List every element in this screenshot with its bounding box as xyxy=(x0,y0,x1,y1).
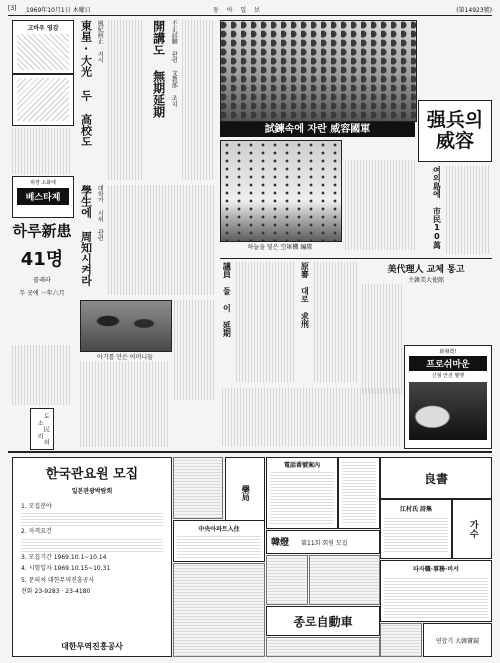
pharmacy-ad: 藥局 xyxy=(225,457,265,529)
student-subhead: 대학가 시위 관련 xyxy=(96,185,104,241)
telephone-ad-title: 電話番號案內 xyxy=(283,462,320,469)
helmet-ad-title: 프로쉬마운 xyxy=(409,356,487,371)
court-body xyxy=(314,262,358,382)
comic-drawing xyxy=(17,34,69,70)
yeouido-subhead: 여의島에 市民10萬 xyxy=(432,166,442,249)
tourism-items xyxy=(21,501,163,597)
mothers-photo xyxy=(80,300,172,352)
mid-body-text xyxy=(174,300,214,400)
misc-ad-text xyxy=(342,461,376,523)
council-headline: 議員 둘 이 延期 xyxy=(222,262,232,337)
page-header xyxy=(8,3,492,14)
student-headline: 學生에 周知시켜라 xyxy=(79,185,93,286)
left-body-text-2 xyxy=(12,345,72,405)
telephone-list xyxy=(270,472,334,524)
medicine-tag: 위장 소화에 xyxy=(30,180,56,186)
mid-right-rule xyxy=(220,258,492,259)
typist-ad xyxy=(380,560,492,622)
air-photo-caption: 하늘을 덮은 空軍機 編隊 xyxy=(247,244,313,251)
tohsung-headline: 東星·大光 두 高校도 xyxy=(79,20,93,147)
tourism-footer: 대한무역진흥공사 xyxy=(61,642,123,651)
strong-army-headline: 强兵의 威容 xyxy=(426,109,484,152)
tourism-phone: 전화 23-9283 · 23-4180 xyxy=(21,587,91,595)
tourism-item: 5. 문의처 대한무역진흥공사 xyxy=(21,576,95,584)
helmet-ad-tag: 新發賣! xyxy=(439,349,457,355)
ads-rule xyxy=(8,451,492,453)
mid-body-text-2 xyxy=(80,362,170,447)
auto-ad-details xyxy=(266,637,380,657)
tourism-item: 4. 시험일자 1969.10.15~10.31 xyxy=(21,565,111,573)
classified-ad-1 xyxy=(173,457,223,519)
lower-mid-body xyxy=(222,388,400,446)
edition-code: (第14923號) xyxy=(456,7,492,14)
hanyu-title: 韓燈 xyxy=(271,538,290,548)
new-patients-headline: 하루新患 xyxy=(12,222,72,240)
tourism-filler xyxy=(21,512,163,526)
small-ad-b xyxy=(309,555,380,605)
court-headline: 原審 대로 求刑 xyxy=(300,262,310,328)
us-headline: 美代理人 교체 통고 xyxy=(387,265,465,275)
parade-body xyxy=(345,160,415,250)
readers-voice-box: 도 民 의 소 리 xyxy=(30,408,54,450)
new-patients-sub: 콜레라 xyxy=(33,277,51,284)
soldiers-parade-photo xyxy=(220,20,417,122)
paper-name: 동 아 일 보 xyxy=(213,7,263,14)
hanyu-sub: 第11회 회원 모집 xyxy=(301,540,348,547)
tourism-recruit-ad xyxy=(12,457,172,657)
exam-subhead: 不正試驗 관련 文教部 조치 xyxy=(170,20,178,107)
tourism-title: 한국관요원 모집 xyxy=(45,467,139,482)
bottom-right-ad: 연합기 大韓寶鏡 xyxy=(423,623,492,657)
singer-ad xyxy=(452,499,492,559)
header-rule xyxy=(8,15,492,16)
student-body xyxy=(108,185,214,295)
typist-ad-title: 타자職·事務·비서 xyxy=(413,566,459,573)
poetry-ad-text xyxy=(384,516,448,552)
page-number: [3] xyxy=(8,5,17,12)
helmet-ad-sub: 신형 안전 헬멧 xyxy=(431,373,465,379)
misc-ad xyxy=(338,457,380,529)
book-ad xyxy=(380,457,492,499)
yeouido-body xyxy=(446,166,490,254)
helmet-photo xyxy=(409,382,487,440)
tourism-item: 3. 모집기간 1969.10.1~10.14 xyxy=(21,553,107,561)
air-parade-photo xyxy=(220,140,342,242)
apartment-ad-text xyxy=(177,536,261,558)
book-ad-title: 良書 xyxy=(423,471,448,486)
exam-body xyxy=(182,20,214,180)
tourism-item: 2. 자격요건 xyxy=(21,528,52,536)
strong-army-headline-box xyxy=(418,100,492,162)
new-patients-article xyxy=(12,220,72,340)
singer-ad-title: 가수 xyxy=(467,520,478,538)
council-body xyxy=(236,262,296,382)
small-ad-a xyxy=(266,555,308,605)
tourism-filler xyxy=(21,538,163,552)
left-body-text xyxy=(12,128,72,174)
poetry-ad-title: 江村氏 詩集 xyxy=(399,506,433,513)
comic-drawing-lower xyxy=(17,78,69,121)
comic-title: 고바우 영감 xyxy=(27,25,59,32)
new-patients-detail: 두 곳에 一年六月 xyxy=(19,290,65,297)
poetry-ad xyxy=(380,499,452,559)
medicine-ad xyxy=(12,176,74,218)
small-ad-c xyxy=(380,623,422,657)
us-body xyxy=(362,284,402,394)
apartment-ad xyxy=(173,520,265,562)
auto-ad-title: 종로自動車 xyxy=(293,614,353,629)
parade-banner: 試鍊속에 자란 威容國軍 xyxy=(220,122,415,137)
medicine-brand: 베스타제 xyxy=(17,188,69,205)
comic-strip-lower xyxy=(12,74,74,126)
apartment-ad-title: 中央아파트入住 xyxy=(198,526,240,533)
mothers-photo-caption: 아기를 안은 어머니들 xyxy=(97,354,153,361)
tourism-item: 1. 모집분야 xyxy=(21,503,52,510)
apartment-details xyxy=(173,563,265,657)
telephone-ad xyxy=(266,457,338,529)
tohsung-subhead: 風紀糾正 지시 xyxy=(96,20,104,63)
helmet-ad xyxy=(404,345,492,449)
tohsung-body xyxy=(108,20,144,180)
exam-headline: 開講도 無期延期 xyxy=(151,20,166,118)
us-subhead: 主韓美大使館 xyxy=(407,277,444,284)
new-patients-count: 41명 xyxy=(20,249,64,270)
tourism-subtitle: 일본관광박람회 xyxy=(71,488,113,495)
comic-strip xyxy=(12,20,74,74)
hanyu-ad xyxy=(266,530,380,554)
issue-date: 1969年10月1日 木曜日 xyxy=(26,7,91,14)
auto-ad xyxy=(266,606,380,636)
typist-ad-text xyxy=(384,576,488,618)
